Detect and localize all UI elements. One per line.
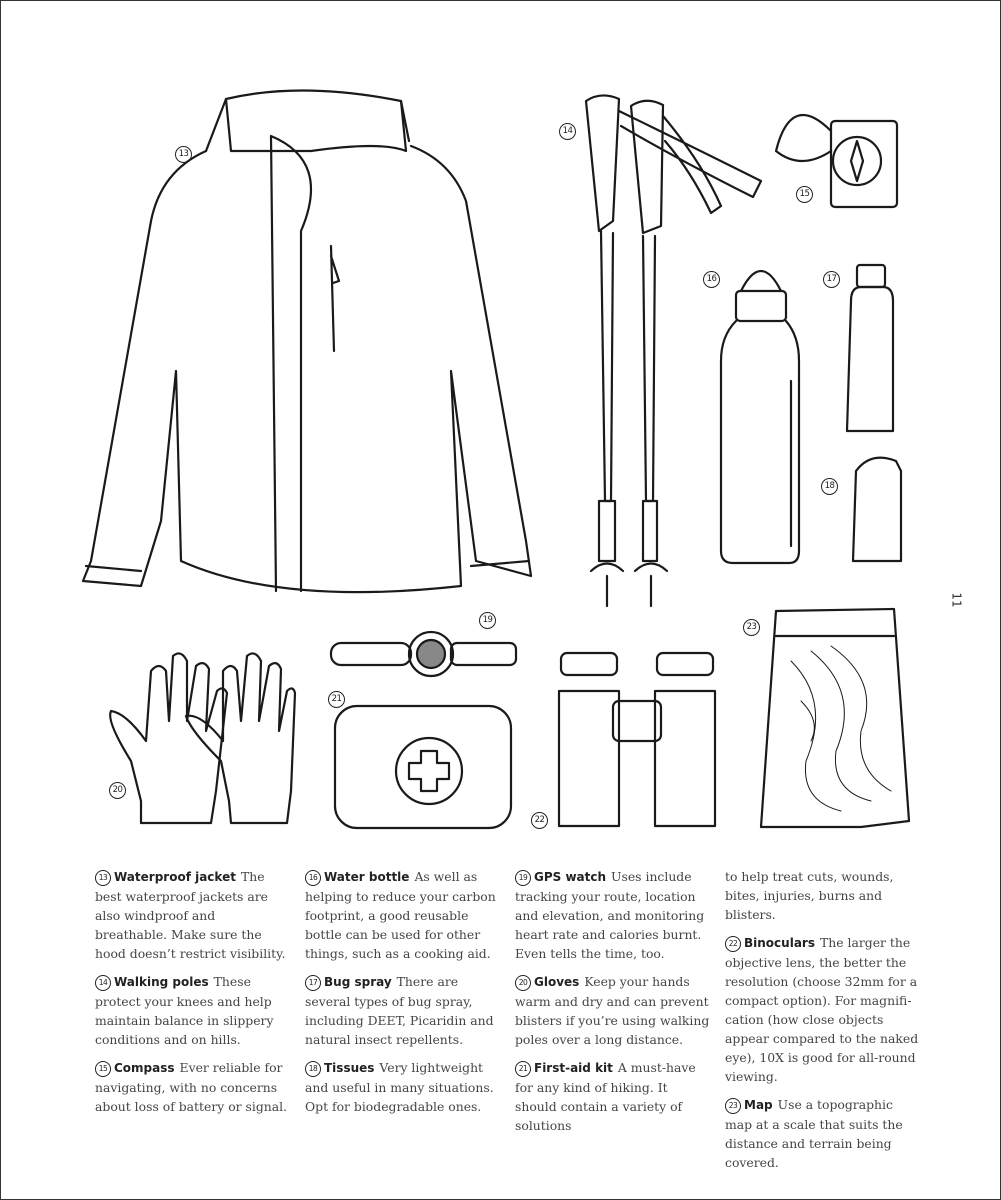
callout-23: 23 xyxy=(743,619,760,636)
compass-illustration xyxy=(776,115,897,207)
entry-title: Walking poles xyxy=(114,975,209,989)
entry-title: Compass xyxy=(114,1061,175,1075)
entry-title: Waterproof jacket xyxy=(114,870,236,884)
entry-title: Bug spray xyxy=(324,975,392,989)
entry-walking-poles xyxy=(95,972,291,1049)
entry-tissues xyxy=(305,1058,501,1116)
entry-title: GPS watch xyxy=(534,870,607,884)
entry-number: 17 xyxy=(305,975,321,991)
entry-gloves xyxy=(515,972,711,1049)
entry-body: Ever reliable for navigating, with no concerns about loss of battery or signal. xyxy=(95,1060,288,1114)
entry-body: to help treat cuts, wounds, bites, injuries, burns and blisters. xyxy=(725,869,894,922)
page-number: 11 xyxy=(949,592,964,608)
entry-body: The larger the objective lens, the better the resolution (choose 32mm for a compact option). For magnifi-cation (how close objects appear compared to the naked eye), 10X is good for all-round viewing. xyxy=(725,935,919,1084)
entry-number: 22 xyxy=(725,936,741,952)
entry-number: 19 xyxy=(515,870,531,886)
entry-first-aid-kit-continued xyxy=(725,867,921,924)
entry-body: Very lightweight and useful in many situations. Opt for biodegradable ones. xyxy=(305,1060,494,1114)
entry-water-bottle xyxy=(305,867,501,963)
entry-first-aid-kit xyxy=(515,1058,711,1135)
map-illustration xyxy=(761,609,909,827)
entry-number: 13 xyxy=(95,870,111,886)
entry-body: As well as helping to reduce your carbon footprint, a good reusable bottle can be used for other things, such as a cooking aid. xyxy=(305,869,496,961)
entry-title: Water bottle xyxy=(324,870,410,884)
water-bottle-illustration xyxy=(721,271,799,563)
entry-number: 21 xyxy=(515,1061,531,1077)
gloves-illustration xyxy=(110,653,295,823)
entry-binoculars xyxy=(725,933,921,1086)
text-column-4 xyxy=(725,867,921,1181)
first-aid-kit-illustration xyxy=(335,706,511,828)
gps-watch-illustration xyxy=(331,632,516,676)
callout-17: 17 xyxy=(823,271,840,288)
entry-title: Tissues xyxy=(324,1061,375,1075)
entry-body: Uses include tracking your route, location and elevation, and monitoring heart rate and calories burnt. Even tells the time, too. xyxy=(515,869,705,961)
callout-14: 14 xyxy=(559,123,576,140)
entry-bug-spray xyxy=(305,972,501,1049)
entry-body: A must-have for any kind of hiking. It should contain a variety of solutions xyxy=(515,1060,696,1133)
entry-title: First-aid kit xyxy=(534,1061,613,1075)
callout-13: 13 xyxy=(175,146,192,163)
entry-title: Gloves xyxy=(534,975,580,989)
entry-waterproof-jacket xyxy=(95,867,291,963)
bug-spray-illustration xyxy=(847,265,893,431)
callout-16: 16 xyxy=(703,271,720,288)
tissues-illustration xyxy=(853,458,901,561)
walking-poles-illustration xyxy=(586,95,761,606)
text-column-1 xyxy=(95,867,291,1125)
callout-18: 18 xyxy=(821,478,838,495)
entry-body: These protect your knees and help maintain balance in slippery conditions and on hills. xyxy=(95,974,274,1047)
entry-number: 18 xyxy=(305,1061,321,1077)
entry-gps-watch xyxy=(515,867,711,963)
entry-map xyxy=(725,1095,921,1172)
entry-body: Keep your hands warm and dry and can prevent blisters if you’re using walking poles over a long distance. xyxy=(515,974,710,1047)
callout-15: 15 xyxy=(796,186,813,203)
text-column-2 xyxy=(305,867,501,1125)
callout-19: 19 xyxy=(479,612,496,629)
gear-illustrations xyxy=(1,1,1000,861)
callout-20: 20 xyxy=(109,782,126,799)
entry-number: 20 xyxy=(515,975,531,991)
entry-number: 15 xyxy=(95,1061,111,1077)
text-column-3 xyxy=(515,867,711,1144)
entry-title: Map xyxy=(744,1098,773,1112)
entry-number: 16 xyxy=(305,870,321,886)
entry-body: Use a topographic map at a scale that suits the distance and terrain being covered. xyxy=(725,1097,903,1170)
entry-compass xyxy=(95,1058,291,1116)
entry-number: 23 xyxy=(725,1098,741,1114)
callout-22: 22 xyxy=(531,812,548,829)
entry-number: 14 xyxy=(95,975,111,991)
entry-body: The best waterproof jackets are also windproof and breathable. Make sure the hood doesn’t restrict visibility. xyxy=(95,869,286,961)
binoculars-illustration xyxy=(559,653,715,826)
entry-body: There are several types of bug spray, including DEET, Picaridin and natural insect repellents. xyxy=(305,974,494,1047)
callout-21: 21 xyxy=(328,691,345,708)
entry-title: Binoculars xyxy=(744,936,815,950)
jacket-illustration xyxy=(83,90,531,592)
